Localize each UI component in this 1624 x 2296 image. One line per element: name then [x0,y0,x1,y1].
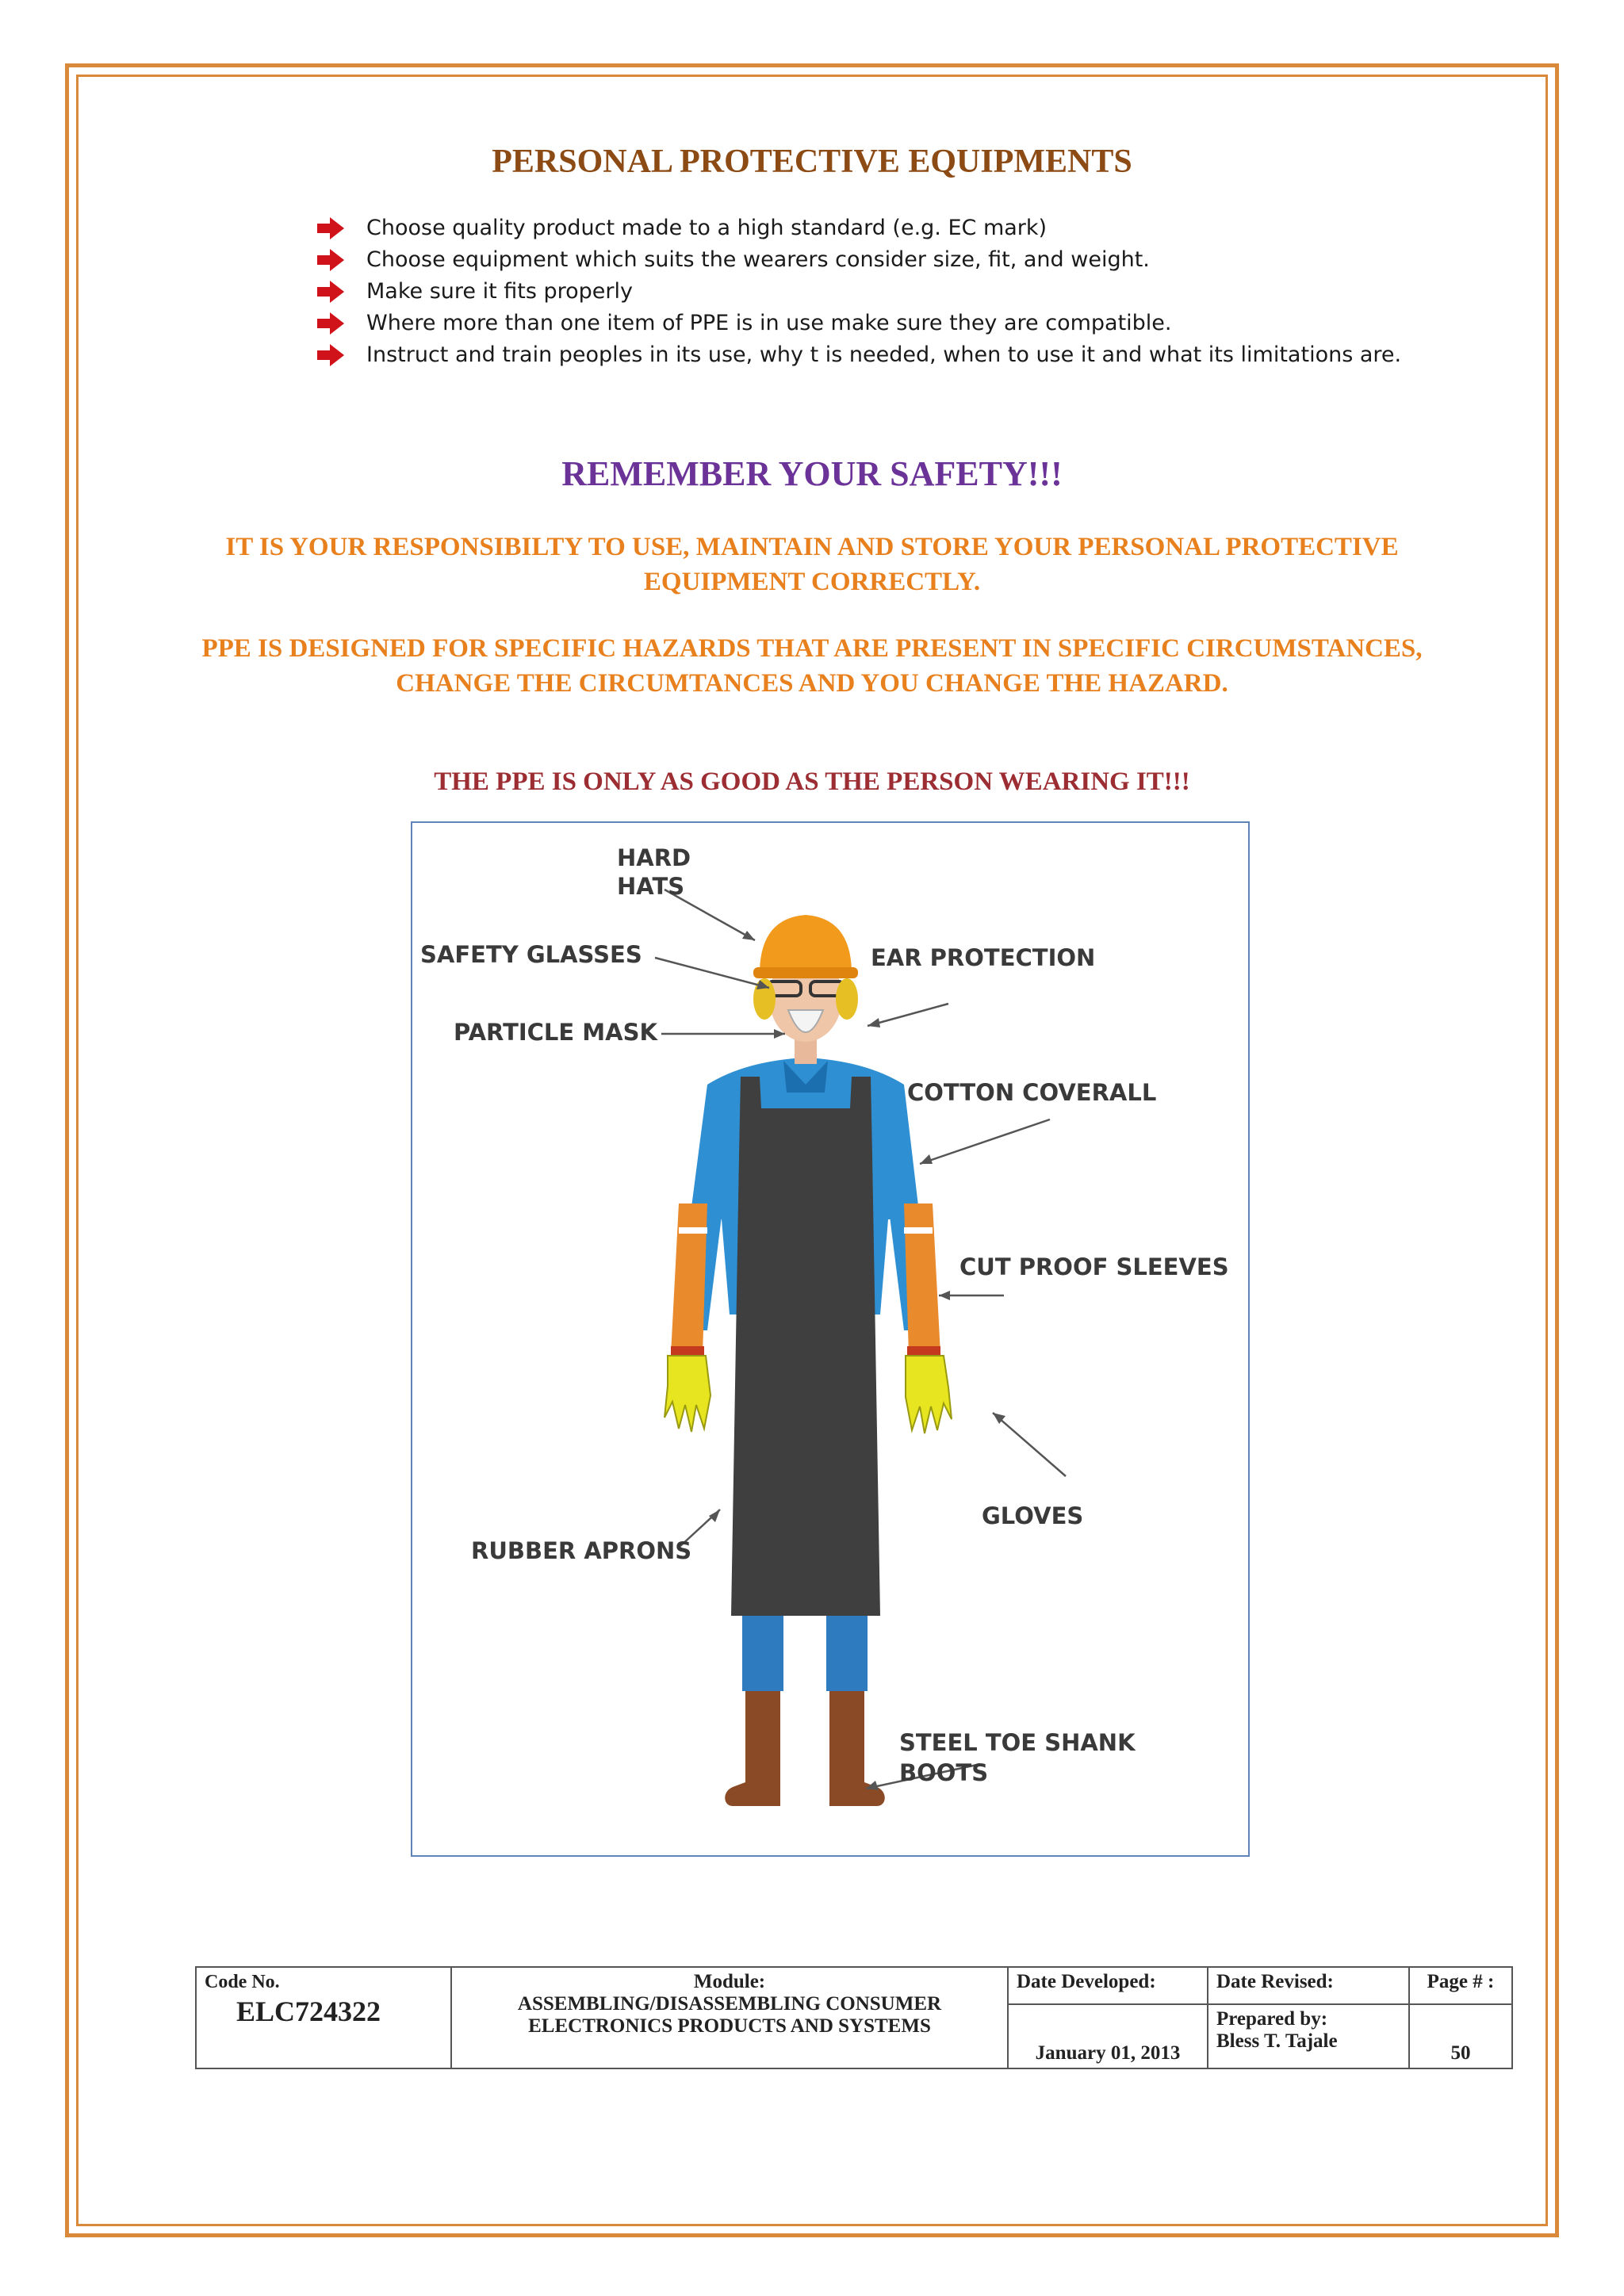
prepared-by-label: Prepared by: [1216,2007,1328,2030]
label-steel-toe-line2: BOOTS [899,1759,989,1786]
page-number-value: 50 [1409,2004,1512,2068]
responsibility-paragraph: IT IS YOUR RESPONSIBILTY TO USE, MAINTAIN AND STORE YOUR PERSONAL PROTECTIVE EQUIPMENT CORRECTLY. [225,533,1399,596]
ppe-figure-drawing [412,823,1248,1855]
rubber-apron-drawing [731,1077,880,1616]
module-cell [451,1967,1008,2068]
page-number-label: Page # : [1409,1967,1512,2004]
list-item [317,308,1443,339]
label-gloves: GLOVES [982,1502,1084,1529]
label-hard-hats-line2: HATS [617,873,685,900]
list-item-text: Choose quality product made to a high standard (e.g. EC mark) [366,216,1048,240]
hazard-paragraph: PPE IS DESIGNED FOR SPECIFIC HAZARDS THAT ARE PRESENT IN SPECIFIC CIRCUMSTANCES, CHANGE THE CIRCUMTANCES AND YOU CHANGE THE HAZARD. [201,634,1423,698]
head-drawing [753,915,858,1064]
boots-drawing [725,1687,885,1806]
safety-reminder-heading: REMEMBER YOUR SAFETY!!! [561,454,1063,493]
module-label: Module: [693,1971,766,1992]
prepared-by-value: Bless T. Tajale [1216,2030,1338,2052]
list-item [317,212,1443,244]
list-item-text: Make sure it fits properly [366,279,633,304]
red-arrow-icon [317,281,344,303]
prepared-by-cell [1208,2004,1409,2068]
label-steel-toe-line1: STEEL TOE SHANK [899,1729,1136,1756]
label-cotton-coverall: COTTON COVERALL [907,1079,1157,1106]
code-value: ELC724322 [236,1996,381,2027]
label-hard-hats-line1: HARD [617,844,691,871]
list-item-text: Instruct and train peoples in its use, why t is needed, when to use it and what its limitations are. [366,342,1402,367]
list-item [317,339,1443,371]
list-item-text: Where more than one item of PPE is in use make sure they are compatible. [366,311,1172,335]
module-line2: ELECTRONICS PRODUCTS AND SYSTEMS [528,2015,931,2037]
guideline-list [317,212,1443,371]
label-rubber-aprons: RUBBER APRONS [471,1537,692,1564]
red-arrow-icon [317,249,344,271]
date-revised-label: Date Revised: [1208,1967,1409,2004]
label-particle-mask: PARTICLE MASK [454,1019,657,1046]
list-item [317,276,1443,308]
label-ear-protection: EAR PROTECTION [871,944,1096,971]
red-arrow-icon [317,312,344,335]
list-item [317,244,1443,276]
document-footer-table [195,1966,1513,2069]
code-cell [196,1967,451,2068]
page-title: PERSONAL PROTECTIVE EQUIPMENTS [492,144,1132,180]
code-label: Code No. [205,1972,280,1992]
list-item-text: Choose equipment which suits the wearers consider size, fit, and weight. [366,247,1150,272]
module-line1: ASSEMBLING/DISASSEMBLING CONSUMER [517,1993,942,2015]
date-developed-value: January 01, 2013 [1008,2004,1208,2068]
closing-statement: THE PPE IS ONLY AS GOOD AS THE PERSON WEARING IT!!! [434,767,1190,796]
red-arrow-icon [317,344,344,366]
label-safety-glasses: SAFETY GLASSES [420,941,642,968]
label-cut-proof-sleeves: CUT PROOF SLEEVES [959,1253,1229,1280]
red-arrow-icon [317,217,344,239]
date-developed-label: Date Developed: [1008,1967,1208,2004]
ppe-illustration [411,821,1250,1857]
